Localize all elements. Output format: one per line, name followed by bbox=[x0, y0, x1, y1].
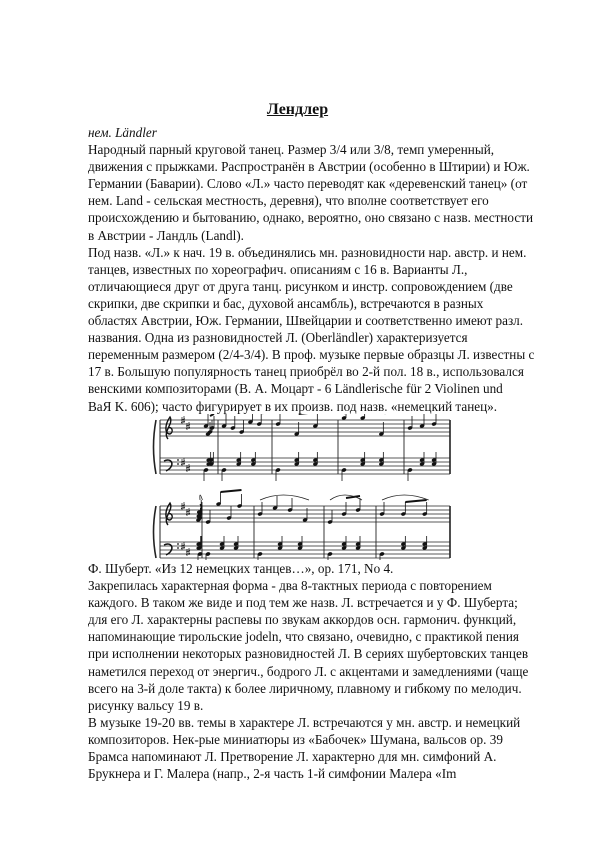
text-line: композиторов. Нек-рые миниатюры из «Бабочек» Шумана, вальсов op. 39 bbox=[88, 731, 503, 747]
text-line: Германии (Баварии). Слово «Л.» часто переводят как «деревенский танец» (от bbox=[88, 176, 528, 192]
text-line: Закрепилась характерная форма - два 8-тактных периода с повторением bbox=[88, 578, 492, 594]
text-line: названия. Одна из разновидностей Л. (Oberländler) характеризуется bbox=[88, 330, 468, 346]
text-line: Брамса напоминают Л. Претворение Л. характерно для мн. симфоний А. bbox=[88, 749, 497, 765]
text-line: В музыке 19-20 вв. темы в характере Л. встречаются у мн. австр. и немецкий bbox=[88, 714, 521, 730]
text-line: Народный парный круговой танец. Размер 3/4 или 3/8, темп умеренный, bbox=[88, 142, 495, 158]
text-block-intro bbox=[88, 124, 548, 415]
text-line: каждого. В таком же виде и под тем же назв. Л. встречается и у Ф. Шуберта; bbox=[88, 595, 518, 611]
text-line: рисунку вальсу 19 в. bbox=[88, 697, 204, 713]
music-score-image bbox=[150, 414, 460, 560]
page-title: Лендлер bbox=[266, 101, 329, 118]
text-line: Брукнера и Г. Малера (напр., 2-я часть 1-й симфонии Малера «Im bbox=[88, 766, 457, 782]
text-line: Под назв. «Л.» к нач. 19 в. объединялись мн. разновидности нар. австр. и нем. bbox=[88, 244, 527, 260]
score-caption: Ф. Шуберт. «Из 12 немецких танцев…», op. 171, No 4. bbox=[88, 561, 394, 576]
text-line: 17 в. Большую популярность танец приобрёл во 2-й пол. 18 в., использовался bbox=[88, 364, 524, 380]
text-line: областях Австрии, Юж. Германии, Швейцарии и соответственно имеют разл. bbox=[88, 313, 524, 329]
text-line: BaЯ K. 606); часто фигурирует в их произв. под назв. «немецкий танец». bbox=[88, 398, 498, 414]
text-line: движения с прыжками. Распространён в Австрии (особенно в Штирии) и Юж. bbox=[88, 159, 530, 175]
text-line: скрипки, две скрипки и бас, духовой ансамбль), встречаются в разных bbox=[88, 295, 484, 311]
text-line: нем. Land - сельская местность, деревня), что вполне соответствует его bbox=[88, 193, 489, 209]
text-line: напоминающие тирольские jodeln, что связано, очевидно, с практикой пения bbox=[88, 629, 519, 645]
text-block-main bbox=[88, 560, 548, 782]
text-line: происхождению и бытованию, однако, вероятно, оно связано с назв. местности bbox=[88, 210, 534, 226]
text-line: танцев, известных по хореографич. описаниям с 16 в. Варианты Л., bbox=[88, 261, 468, 277]
text-line: для его Л. характерны распевы по звукам аккордов осн. гармонич. функций, bbox=[88, 612, 517, 628]
text-line: всего на 3-й доле такта) к более лиричному, плавному и гибкому по мелодич. bbox=[88, 680, 522, 696]
music-notation bbox=[150, 414, 460, 560]
text-line: в Австрии - Ландль (Landl). bbox=[88, 227, 244, 243]
text-line: нем. Ländler bbox=[88, 125, 157, 140]
text-line: переменным размером (2/4-3/4). В проф. музыке первые образцы Л. известны с bbox=[88, 347, 535, 363]
text-line: венскими композиторами (В. А. Моцарт - 6 Ländlerische für 2 Violinen und bbox=[88, 381, 503, 397]
text-line: наметился переход от энергич., бодрого Л. с акцентами и замедлениями (чаще bbox=[88, 663, 529, 679]
text-line: отличающиеся друг от друга танц. рисунком и инстр. сопровождением (две bbox=[88, 278, 513, 294]
text-line: при исполнении некоторых разновидностей Л. В сериях шубертовских танцев bbox=[88, 646, 529, 662]
